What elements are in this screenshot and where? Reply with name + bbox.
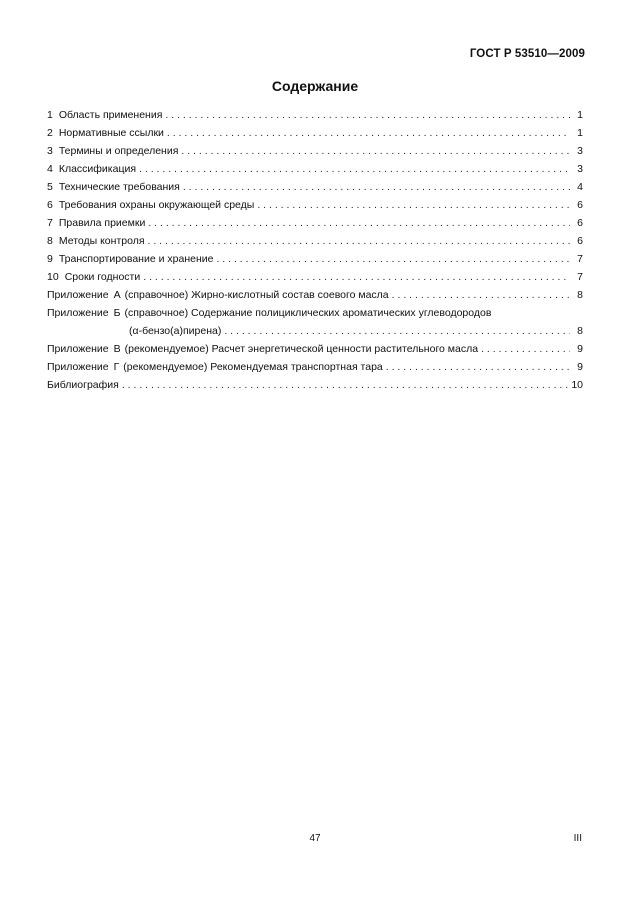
dot-leader xyxy=(183,178,570,196)
appendix-title-continuation: (α-бензо(а)пирена) xyxy=(129,325,222,337)
toc-entry-number: 6 xyxy=(47,199,53,211)
toc-entry-page: 6 xyxy=(577,217,583,229)
toc-entry-title: Технические требования xyxy=(58,181,180,193)
toc-entry-page: 9 xyxy=(577,343,583,355)
dot-leader xyxy=(167,124,570,142)
toc-entry-number: 7 xyxy=(47,217,53,229)
appendix-title: (справочное) Содержание полициклических ароматических углеводородов xyxy=(124,307,492,319)
toc-entry-6[interactable] xyxy=(47,196,583,214)
toc-entry-page: 7 xyxy=(577,253,583,265)
toc-appendix-g[interactable] xyxy=(47,358,583,376)
toc-entry-title: Требования охраны окружающей среды xyxy=(58,199,255,211)
toc-entry-number: 8 xyxy=(47,235,53,247)
toc-entry-8[interactable] xyxy=(47,232,583,250)
appendix-prefix: Приложение xyxy=(47,361,109,373)
toc-appendix-b-continuation[interactable] xyxy=(47,322,583,340)
toc-entry-number: 3 xyxy=(47,145,53,157)
toc-entry-page: 6 xyxy=(577,199,583,211)
toc-entry-page: 4 xyxy=(577,181,583,193)
toc-entry-title: Термины и определения xyxy=(58,145,179,157)
toc-entry-3[interactable] xyxy=(47,142,583,160)
toc-entry-page: 1 xyxy=(577,127,583,139)
dot-leader xyxy=(122,376,568,394)
toc-entry-title: Область применения xyxy=(58,109,163,121)
toc-entry-1[interactable] xyxy=(47,106,583,124)
toc-entry-page: 1 xyxy=(577,109,583,121)
toc-entry-2[interactable] xyxy=(47,124,583,142)
dot-leader xyxy=(392,286,570,304)
table-of-contents xyxy=(47,106,583,394)
appendix-prefix: Приложение xyxy=(47,307,109,319)
dot-leader xyxy=(165,106,570,124)
toc-entry-title: Нормативные ссылки xyxy=(58,127,164,139)
toc-bibliography[interactable] xyxy=(47,376,583,394)
toc-entry-page: 6 xyxy=(577,235,583,247)
dot-leader xyxy=(216,250,570,268)
toc-entry-page: 8 xyxy=(577,289,583,301)
toc-title: Содержание xyxy=(271,78,359,94)
standard-code: ГОСТ Р 53510—2009 xyxy=(469,48,585,60)
dot-leader xyxy=(224,322,570,340)
appendix-letter: А xyxy=(113,289,121,301)
toc-entry-title: Правила приемки xyxy=(58,217,146,229)
toc-appendix-v[interactable] xyxy=(47,340,583,358)
toc-entry-title: Сроки годности xyxy=(64,271,141,283)
dot-leader xyxy=(143,268,570,286)
appendix-letter: Г xyxy=(113,361,120,373)
appendix-letter: В xyxy=(113,343,121,355)
appendix-prefix: Приложение xyxy=(47,343,109,355)
toc-entry-number: 2 xyxy=(47,127,53,139)
toc-appendix-b[interactable] xyxy=(47,304,583,322)
toc-entry-number: 10 xyxy=(47,271,59,283)
toc-entry-4[interactable] xyxy=(47,160,583,178)
toc-entry-number: 9 xyxy=(47,253,53,265)
toc-entry-page: 7 xyxy=(577,271,583,283)
toc-entry-page: 3 xyxy=(577,145,583,157)
toc-entry-number: 1 xyxy=(47,109,53,121)
toc-appendix-a[interactable] xyxy=(47,286,583,304)
toc-entry-page: 9 xyxy=(577,361,583,373)
toc-entry-page: 10 xyxy=(571,379,583,391)
toc-entry-9[interactable] xyxy=(47,250,583,268)
dot-leader xyxy=(181,142,570,160)
toc-entry-title: Классификация xyxy=(58,163,137,175)
dot-leader xyxy=(139,160,570,178)
dot-leader xyxy=(148,214,570,232)
appendix-title: (рекомендуемое) Рекомендуемая транспортная тара xyxy=(123,361,383,373)
appendix-title: (справочное) Жирно-кислотный состав соевого масла xyxy=(124,289,389,301)
dot-leader xyxy=(257,196,570,214)
dot-leader xyxy=(148,232,570,250)
dot-leader xyxy=(386,358,570,376)
toc-entry-5[interactable] xyxy=(47,178,583,196)
appendix-letter: Б xyxy=(113,307,121,319)
page-number: 47 xyxy=(309,833,321,844)
toc-entry-page: 3 xyxy=(577,163,583,175)
roman-page-number: III xyxy=(573,833,582,844)
toc-entry-number: 5 xyxy=(47,181,53,193)
toc-entry-page: 8 xyxy=(577,325,583,337)
dot-leader xyxy=(481,340,570,358)
appendix-title: (рекомендуемое) Расчет энергетической ценности растительного масла xyxy=(124,343,479,355)
toc-entry-10[interactable] xyxy=(47,268,583,286)
bibliography-title: Библиография xyxy=(47,379,119,391)
toc-entry-number: 4 xyxy=(47,163,53,175)
toc-entry-7[interactable] xyxy=(47,214,583,232)
appendix-prefix: Приложение xyxy=(47,289,109,301)
toc-entry-title: Транспортирование и хранение xyxy=(58,253,214,265)
toc-entry-title: Методы контроля xyxy=(58,235,145,247)
